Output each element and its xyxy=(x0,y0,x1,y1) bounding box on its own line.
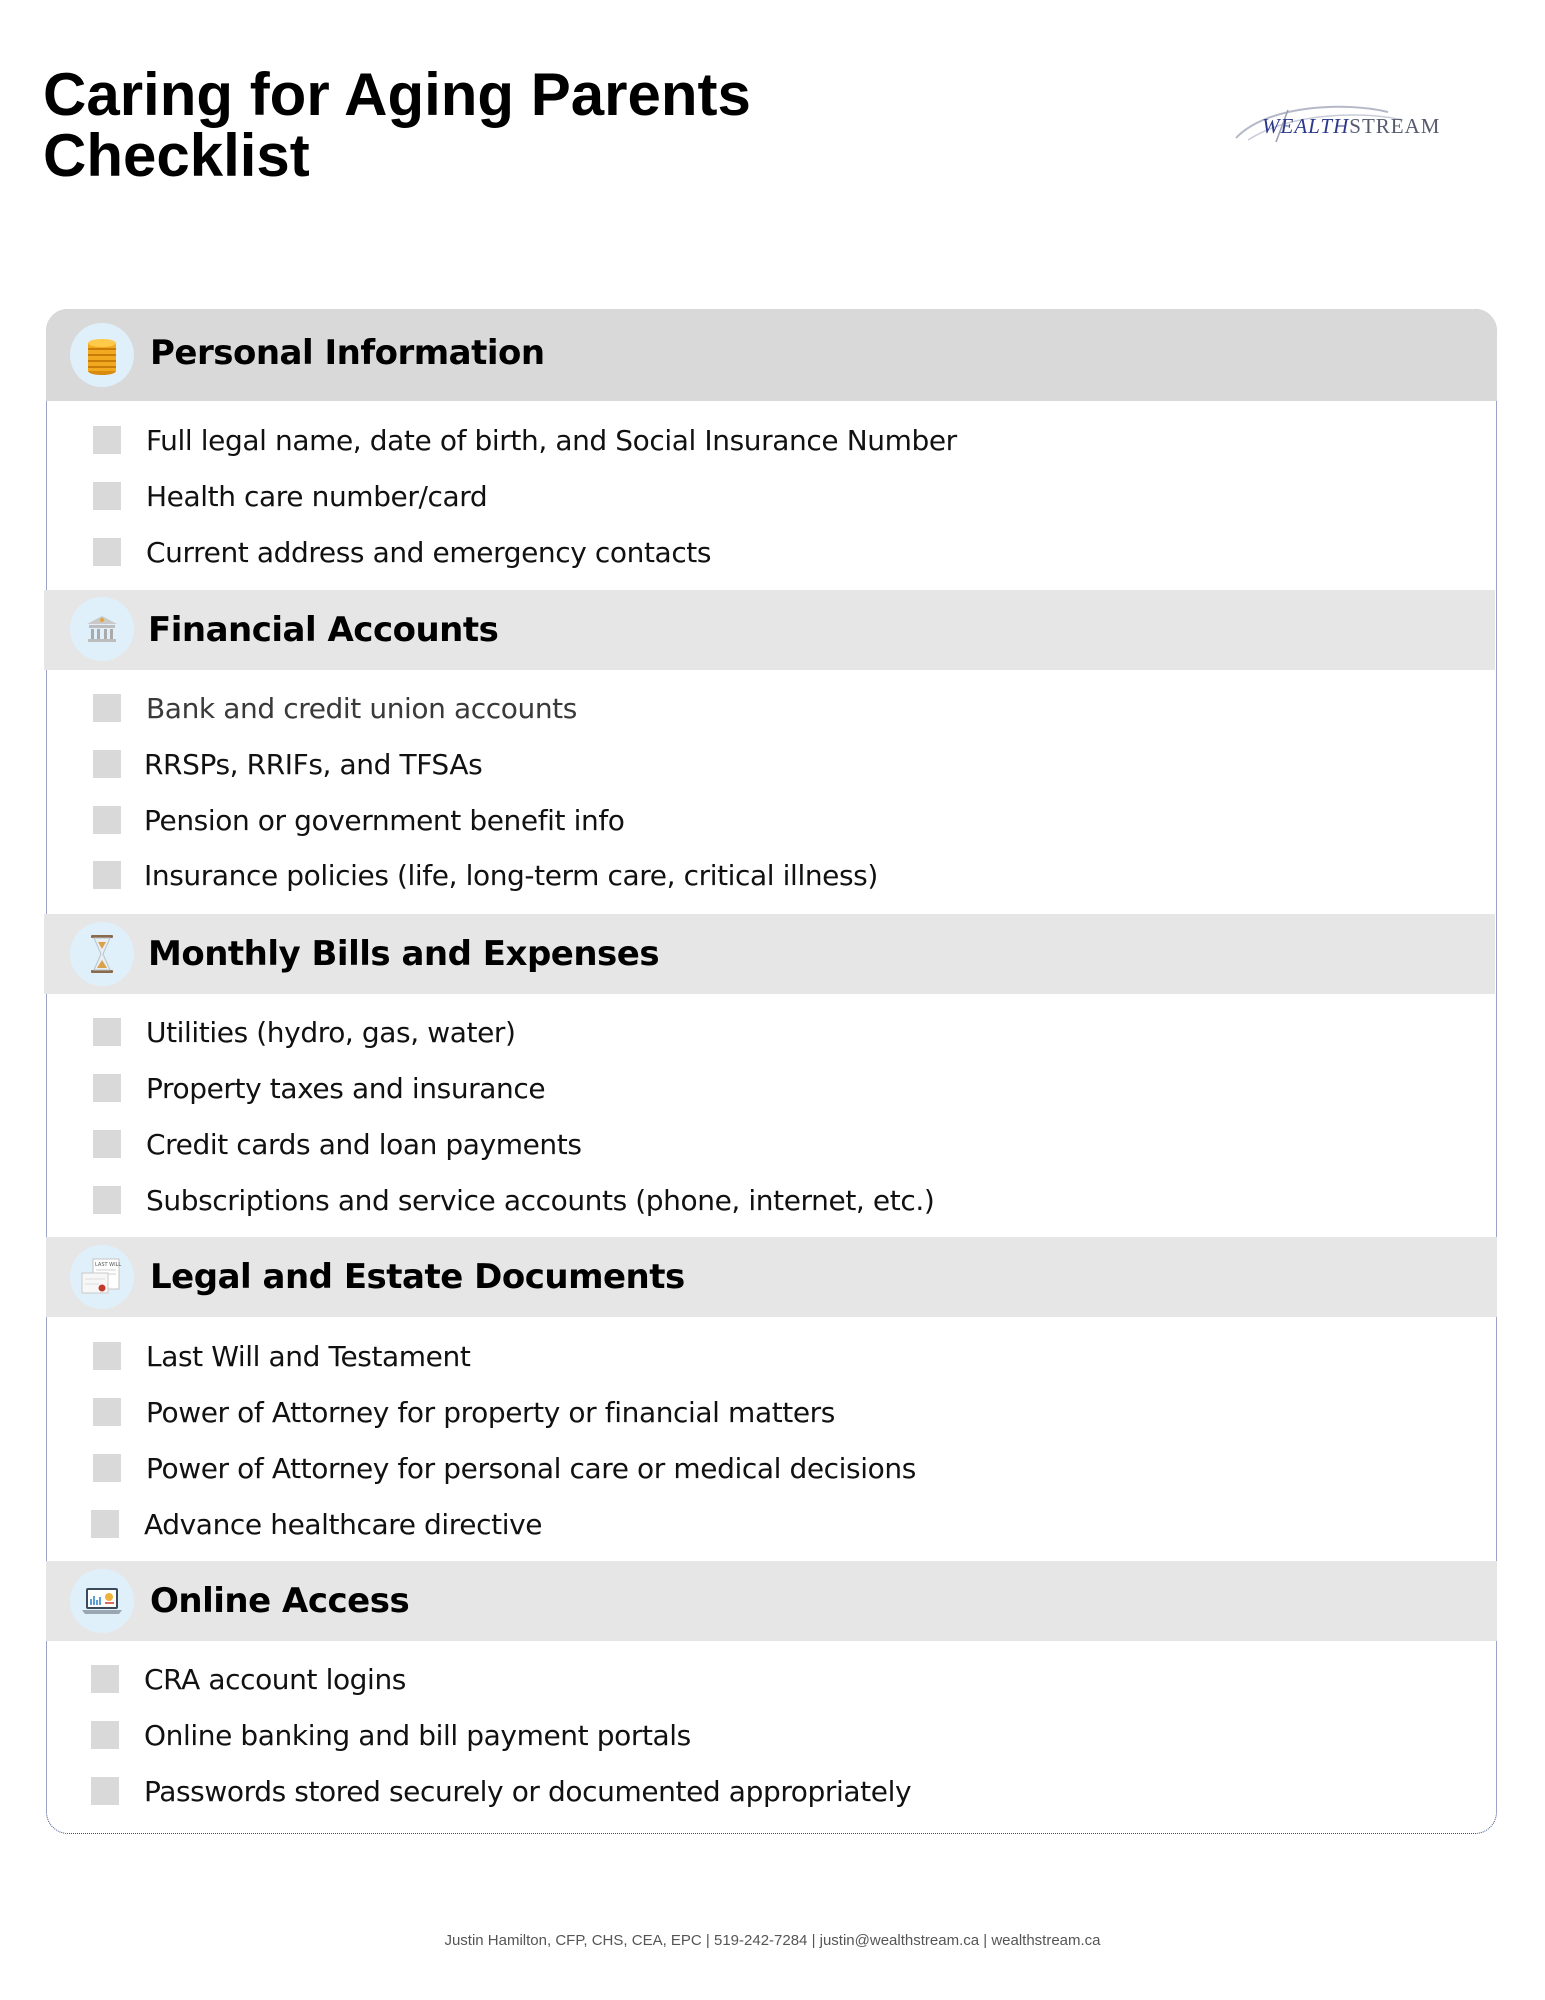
checkbox[interactable] xyxy=(93,482,121,510)
checklist-item-label: Insurance policies (life, long-term care, critical illness) xyxy=(144,858,878,892)
section-header-legal-documents xyxy=(46,1237,1497,1317)
checklist-item-label: Bank and credit union accounts xyxy=(146,691,577,725)
logo-word-part1: WEALTH xyxy=(1262,114,1350,138)
checklist-item-label: Pension or government benefit info xyxy=(144,803,625,837)
coins-icon xyxy=(70,323,134,387)
checkbox[interactable] xyxy=(93,538,121,566)
checkbox[interactable] xyxy=(91,1665,119,1693)
section-title: Legal and Estate Documents xyxy=(150,1257,685,1297)
checklist-item[interactable] xyxy=(93,535,712,569)
section-title: Financial Accounts xyxy=(148,610,499,650)
checklist-item[interactable] xyxy=(91,1774,912,1808)
checklist-item[interactable] xyxy=(91,1718,691,1752)
section-header-online-access xyxy=(46,1561,1497,1641)
checkbox[interactable] xyxy=(93,1130,121,1158)
logo-word-part2: STREAM xyxy=(1349,114,1441,138)
document-icon xyxy=(70,1245,134,1309)
wealthstream-logo xyxy=(1228,100,1478,150)
hourglass-icon xyxy=(70,922,134,986)
checkbox[interactable] xyxy=(93,806,121,834)
checklist-item-label: Power of Attorney for personal care or medical decisions xyxy=(146,1451,916,1485)
checkbox[interactable] xyxy=(93,750,121,778)
checklist-item[interactable] xyxy=(93,1339,471,1373)
checklist-item[interactable] xyxy=(93,1015,516,1049)
checklist-item[interactable] xyxy=(91,1507,543,1541)
checklist-item-label: Full legal name, date of birth, and Social Insurance Number xyxy=(146,423,957,457)
bank-icon xyxy=(70,597,134,661)
checkbox[interactable] xyxy=(93,1342,121,1370)
section-header-monthly-bills xyxy=(44,914,1495,994)
laptop-icon xyxy=(70,1569,134,1633)
checklist-item[interactable] xyxy=(93,1395,835,1429)
checklist-item[interactable] xyxy=(93,747,483,781)
checklist-item[interactable] xyxy=(93,1071,546,1105)
checklist-item-label: Online banking and bill payment portals xyxy=(144,1718,691,1752)
checklist-item-label: Current address and emergency contacts xyxy=(146,535,712,569)
section-title: Personal Information xyxy=(150,333,545,373)
checklist-item[interactable] xyxy=(91,1662,406,1696)
checklist-item[interactable] xyxy=(93,858,878,892)
checklist-item-label: Property taxes and insurance xyxy=(146,1071,546,1105)
section-title: Online Access xyxy=(150,1581,410,1621)
checklist-item-label: Passwords stored securely or documented appropriately xyxy=(144,1774,912,1808)
section-header-financial-accounts xyxy=(44,590,1495,670)
checklist-item-label: Power of Attorney for property or financial matters xyxy=(146,1395,835,1429)
checklist-item[interactable] xyxy=(93,691,577,725)
checkbox[interactable] xyxy=(93,426,121,454)
footer-contact: Justin Hamilton, CFP, CHS, CEA, EPC | 519-242-7284 | justin@wealthstream.ca | wealthstream.ca xyxy=(444,1932,1101,1949)
checkbox[interactable] xyxy=(93,861,121,889)
checkbox[interactable] xyxy=(93,1398,121,1426)
checkbox[interactable] xyxy=(91,1721,119,1749)
checklist-item-label: Health care number/card xyxy=(146,479,488,513)
checklist-item[interactable] xyxy=(93,479,488,513)
checklist-item-label: Last Will and Testament xyxy=(146,1339,471,1373)
checklist-item-label: Advance healthcare directive xyxy=(144,1507,543,1541)
checklist-item-label: Utilities (hydro, gas, water) xyxy=(146,1015,516,1049)
section-header-personal-information xyxy=(46,309,1497,401)
checklist-item[interactable] xyxy=(93,423,957,457)
checkbox[interactable] xyxy=(93,1186,121,1214)
page-title-line-1: Caring for Aging Parents xyxy=(43,61,751,128)
svg-text:LAST WILL: LAST WILL xyxy=(95,1262,122,1268)
page-title-line-2: Checklist xyxy=(43,122,310,189)
checklist-item[interactable] xyxy=(93,1451,916,1485)
checklist-item[interactable] xyxy=(93,1127,582,1161)
checklist-item-label: Subscriptions and service accounts (phone, internet, etc.) xyxy=(146,1183,935,1217)
page-title xyxy=(43,61,751,189)
checklist-item[interactable] xyxy=(93,1183,935,1217)
checklist-item[interactable] xyxy=(93,803,625,837)
checklist-item-label: CRA account logins xyxy=(144,1662,406,1696)
section-title: Monthly Bills and Expenses xyxy=(148,934,660,974)
checklist-item-label: Credit cards and loan payments xyxy=(146,1127,582,1161)
checkbox[interactable] xyxy=(93,1074,121,1102)
checkbox[interactable] xyxy=(91,1777,119,1805)
checkbox[interactable] xyxy=(93,1454,121,1482)
checkbox[interactable] xyxy=(91,1510,119,1538)
checkbox[interactable] xyxy=(93,694,121,722)
checkbox[interactable] xyxy=(93,1018,121,1046)
checklist-item-label: RRSPs, RRIFs, and TFSAs xyxy=(144,747,483,781)
